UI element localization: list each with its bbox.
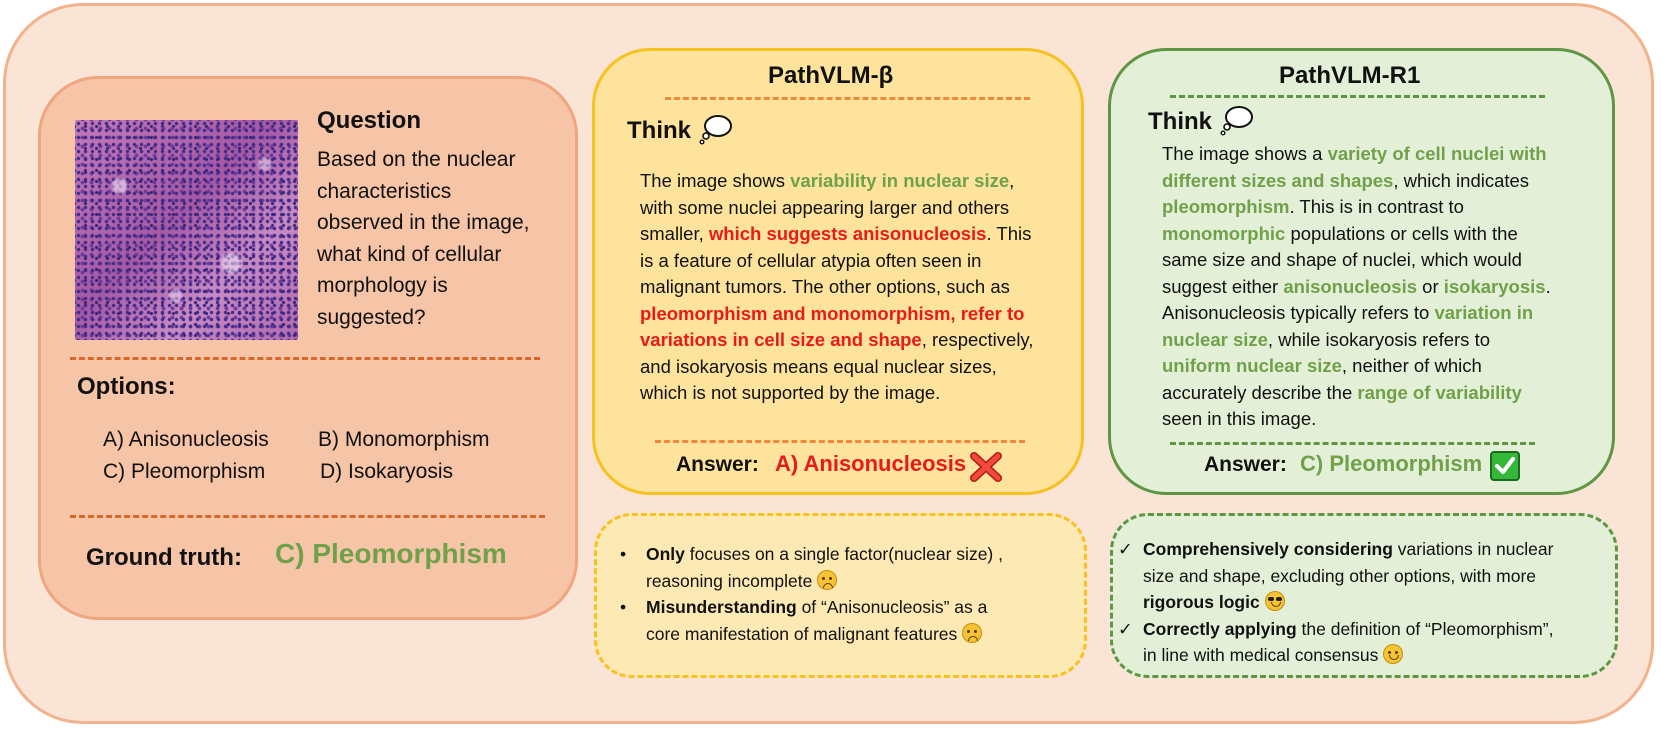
sad-face-icon	[817, 570, 837, 590]
beta-title: PathVLM-β	[768, 62, 894, 89]
question-line: suggested?	[317, 305, 426, 329]
divider	[1170, 442, 1535, 445]
text-line: variations in cell size and shape, respectively,	[640, 329, 1034, 350]
sad-face-icon	[962, 623, 982, 643]
r1-answer-value: C) Pleomorphism	[1300, 451, 1483, 476]
bullet-continuation: reasoning incomplete	[620, 568, 1003, 595]
divider	[665, 97, 1030, 100]
highlight-positive: isokaryosis	[1443, 275, 1546, 297]
highlight-negative: which suggests anisonucleosis	[708, 223, 987, 244]
bold-keyword: Misunderstanding	[646, 597, 797, 617]
bold-keyword: Comprehensively considering	[1143, 539, 1393, 559]
bullet-continuation	[1118, 589, 1553, 616]
highlight-negative: variations in cell size and shape	[640, 329, 922, 350]
text-line: The image shows variability in nuclear size,	[640, 170, 1015, 191]
question-title: Question	[317, 107, 422, 134]
text-line: with some nuclei appearing larger and others	[640, 196, 1010, 218]
red-cross-icon	[970, 452, 1002, 482]
highlight-negative: pleomorphism and monomorphism, refer to	[640, 302, 1025, 324]
text-line	[640, 301, 1033, 328]
question-line: characteristics	[317, 179, 452, 203]
text-line: The image shows a variety of cell nuclei with	[1162, 143, 1547, 164]
r1-title: PathVLM-R1	[1279, 62, 1421, 89]
text-line: different sizes and shapes, which indicates	[1162, 169, 1530, 191]
text-line: nuclear size, while isokaryosis refers to	[1162, 328, 1490, 350]
cool-face-icon	[1265, 591, 1285, 611]
bullet-continuation: size and shape, excluding other options, with more	[1143, 565, 1537, 586]
bold-keyword: Correctly applying	[1143, 618, 1297, 639]
text-line: pleomorphism. This is in contrast to	[1162, 196, 1464, 217]
highlight-positive: pleomorphism	[1162, 196, 1290, 217]
option-c: C) Pleomorphism	[103, 460, 266, 483]
divider	[655, 440, 1025, 443]
text-line: and isokaryosis means equal nuclear sizes,	[640, 355, 997, 377]
highlight-positive: uniform nuclear size	[1162, 355, 1342, 376]
question-line: Based on the nuclear	[317, 148, 516, 171]
options-title: Options:	[77, 373, 176, 400]
pathology-image	[75, 120, 298, 340]
bullet-continuation: core manifestation of malignant features	[620, 621, 1003, 648]
thought-bubble-icon	[699, 113, 733, 145]
beta-critique	[620, 541, 1003, 647]
text-line: smaller, which suggests anisonucleosis. This	[640, 223, 1032, 244]
text-line: uniform nuclear size, neither of which	[1162, 355, 1482, 376]
r1-think-label: Think	[1148, 108, 1212, 135]
highlight-positive: monomorphic	[1162, 222, 1286, 244]
green-check-icon	[1490, 451, 1520, 481]
bullet-item: • Misunderstanding of “Anisonucleosis” as a	[620, 594, 1003, 621]
text-line: monomorphic populations or cells with the	[1162, 222, 1518, 244]
text-line: malignant tumors. The other options, such as	[640, 276, 1010, 297]
highlight-positive: nuclear size	[1162, 328, 1268, 350]
bold-keyword: rigorous logic	[1143, 592, 1260, 612]
r1-reasoning	[1162, 141, 1551, 433]
thought-bubble-icon	[1220, 104, 1254, 136]
smile-face-icon	[1383, 644, 1403, 664]
option-b: B) Monomorphism	[318, 428, 490, 451]
bullet-icon: •	[620, 597, 627, 617]
option-a: A) Anisonucleosis	[103, 428, 269, 451]
r1-critique	[1118, 536, 1553, 669]
bullet-item: • Only focuses on a single factor(nuclear size) ,	[620, 541, 1003, 568]
text-line: is a feature of cellular atypia often seen in	[640, 249, 982, 271]
bullet-item: ✓ Comprehensively considering variations in nuclear	[1118, 536, 1553, 563]
divider	[70, 357, 540, 360]
ground-truth-value: C) Pleomorphism	[275, 538, 507, 569]
beta-reasoning	[640, 168, 1033, 407]
highlight-positive: variety of cell nuclei with	[1327, 143, 1547, 164]
text-line: Anisonucleosis typically refers to variation in	[1162, 302, 1534, 323]
divider	[70, 515, 545, 518]
bullet-item: ✓ Correctly applying the definition of “Pleomorphism”,	[1118, 616, 1553, 643]
r1-answer-label: Answer:	[1204, 453, 1287, 476]
divider	[1170, 95, 1545, 98]
highlight-positive: anisonucleosis	[1283, 275, 1418, 297]
ground-truth-label: Ground truth:	[86, 544, 242, 571]
beta-answer-label: Answer:	[676, 453, 759, 476]
question-line: morphology is	[317, 274, 448, 297]
option-d: D) Isokaryosis	[320, 460, 454, 483]
bullet-icon: •	[620, 544, 627, 564]
bold-keyword: Only	[646, 544, 685, 564]
text-line: which is not supported by the image.	[640, 382, 941, 403]
beta-answer-value: A) Anisonucleosis	[775, 451, 967, 476]
beta-think-label: Think	[627, 117, 691, 144]
text-line: seen in this image.	[1162, 408, 1317, 429]
highlight-positive: variation in	[1434, 302, 1534, 323]
highlight-positive: different sizes and shapes	[1162, 169, 1394, 191]
checkmark-icon: ✓	[1118, 539, 1133, 559]
text-line: same size and shape of nuclei, which would	[1162, 249, 1522, 270]
highlight-positive: variability in nuclear size	[790, 170, 1010, 191]
question-line: what kind of cellular	[317, 242, 502, 266]
text-line: accurately describe the range of variability	[1162, 381, 1522, 403]
highlight-positive: range of variability	[1357, 381, 1522, 403]
text-line: suggest either anisonucleosis or isokaryosis.	[1162, 275, 1551, 297]
question-line: observed in the image,	[317, 211, 530, 234]
bullet-continuation: in line with medical consensus	[1118, 642, 1553, 669]
checkmark-icon: ✓	[1118, 618, 1133, 639]
